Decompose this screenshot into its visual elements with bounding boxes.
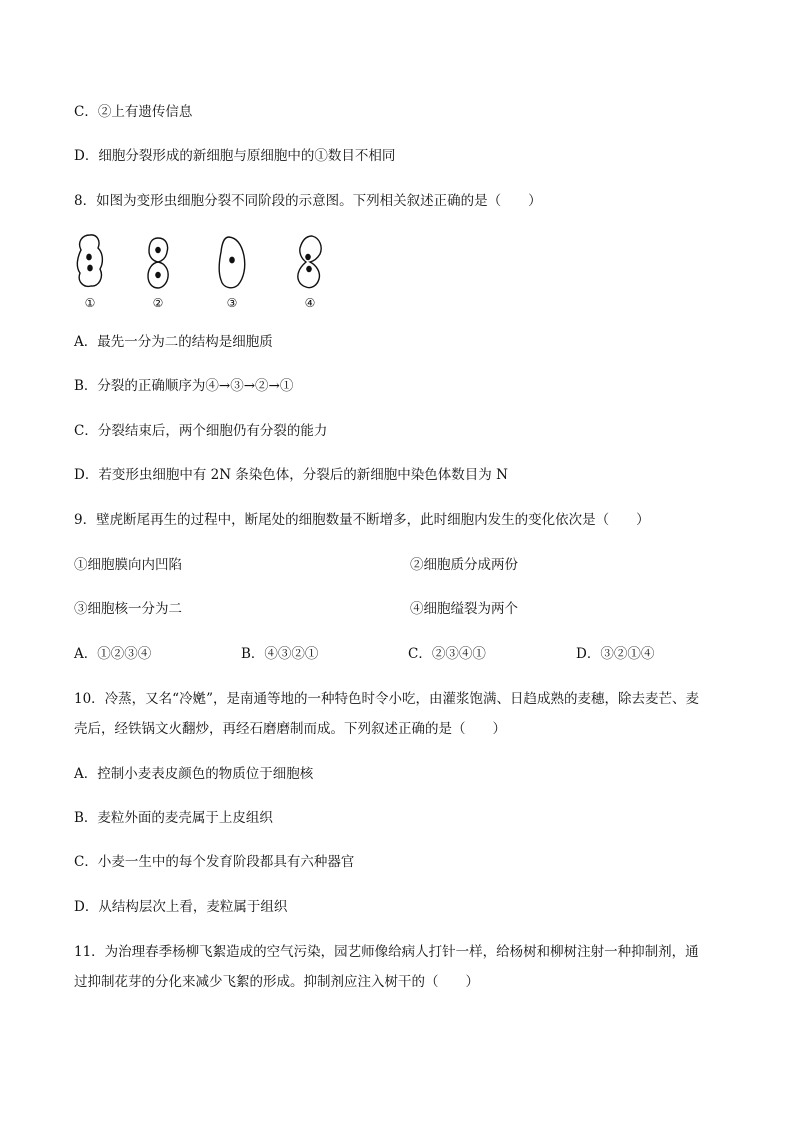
figure-label-2: ② [152,296,164,310]
figure-label-1: ① [84,296,96,310]
question-8-stem: 8．如图为变形虫细胞分裂不同阶段的示意图。下列相关叙述正确的是（ ） [74,193,542,209]
prev-option-d: D．细胞分裂形成的新细胞与原细胞中的①数目不相同 [74,148,396,164]
question-10-option-a: A．控制小麦表皮颜色的物质位于细胞核 [74,766,314,782]
prev-option-c: C．②上有遗传信息 [74,104,193,120]
question-9-option-c: C．②③④① [408,646,486,662]
cell-stage-1 [77,235,102,310]
question-9-item-2: ②细胞质分成两份 [410,557,518,573]
question-9-option-d: D．③②①④ [576,646,655,662]
question-10-stem-line-2: 壳后，经铁锅文火翻炒，再经石磨磨制而成。下列叙述正确的是（ ） [74,721,506,737]
question-9-item-1: ①细胞膜向内凹陷 [74,557,182,573]
question-11-stem-line-1: 11．为治理春季杨柳飞絮造成的空气污染，园艺师像给病人打针一样，给杨树和柳树注射一种抑制剂，通 [74,944,699,960]
question-8-option-a: A．最先一分为二的结构是细胞质 [74,334,273,350]
cell-stage-2 [148,238,168,310]
question-11-stem-line-2: 过抑制花芽的分化来减少飞絮的形成。抑制剂应注入树干的（ ） [74,974,479,990]
question-9-stem: 9．壁虎断尾再生的过程中，断尾处的细胞数量不断增多，此时细胞内发生的变化依次是（ ） [74,512,650,528]
amoeba-division-figure [66,232,346,314]
question-8-option-b: B．分裂的正确顺序为④→③→②→① [74,378,294,394]
question-9-item-3: ③细胞核一分为二 [74,601,182,617]
question-10-stem-line-1: 10．冷蒸，又名“冷嬎”，是南通等地的一种特色时令小吃，由灌浆饱满、日趋成熟的麦穗，除去麦芒、麦 [74,691,699,707]
question-8-option-d: D．若变形虫细胞中有 2N 条染色体，分裂后的新细胞中染色体数目为 N [74,467,508,483]
question-10-option-d: D．从结构层次上看，麦粒属于组织 [74,899,288,915]
cell-stage-3 [219,237,245,310]
question-10-option-c: C．小麦一生中的每个发育阶段都具有六种器官 [74,854,355,870]
figure-label-3: ③ [226,296,238,310]
question-9-option-b: B．④③②① [241,646,319,662]
question-9-item-4: ④细胞缢裂为两个 [410,601,518,617]
question-10-option-b: B．麦粒外面的麦壳属于上皮组织 [74,810,273,826]
question-9-option-a: A．①②③④ [74,646,152,662]
cell-stage-4 [298,236,321,310]
figure-label-4: ④ [304,296,316,310]
question-8-option-c: C．分裂结束后，两个细胞仍有分裂的能力 [74,423,328,439]
